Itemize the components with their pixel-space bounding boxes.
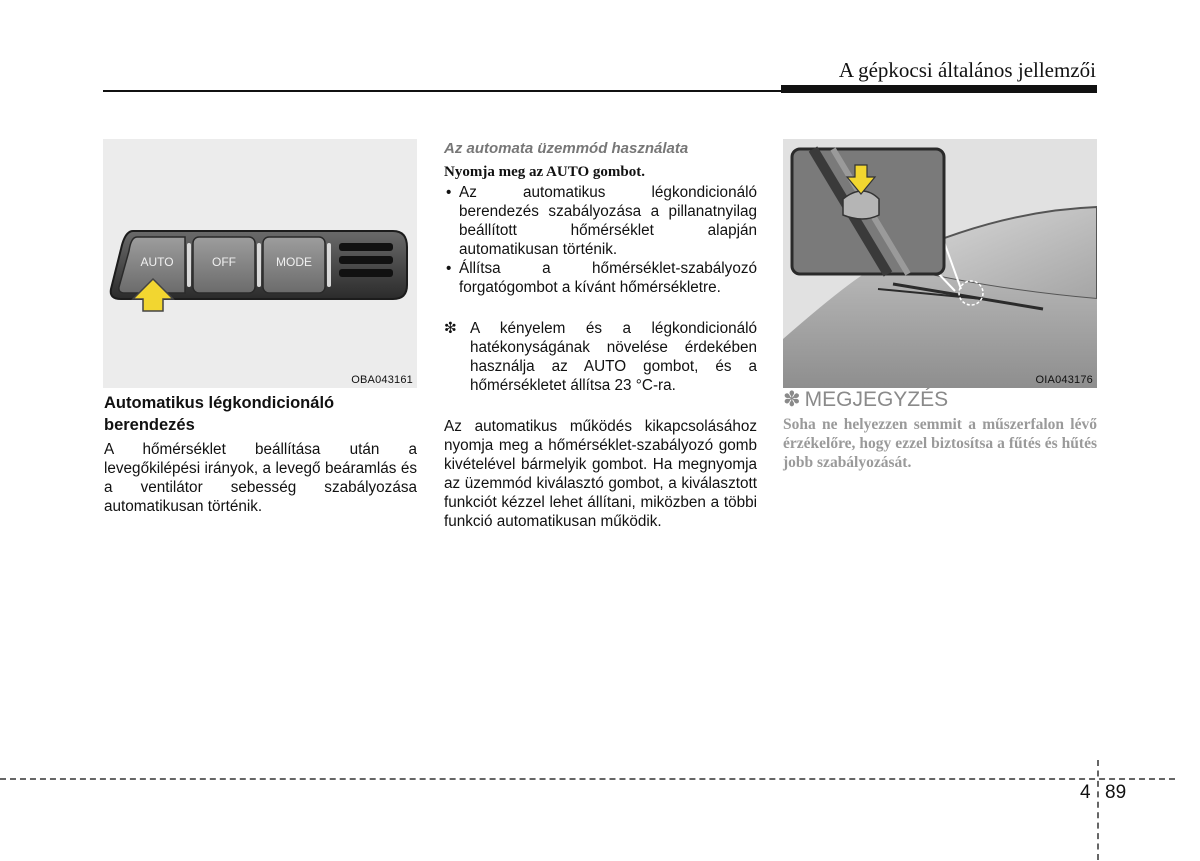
page-header-title: A gépkocsi általános jellemzői — [838, 58, 1096, 82]
off-button-label: OFF — [212, 255, 236, 269]
header-rule-thin — [103, 90, 783, 92]
star-icon: ✽ — [783, 388, 801, 411]
footer-divider — [1097, 760, 1099, 860]
tip-note-text: A kényelem és a légkondicionáló hatékonyságának növelése érdekében használja az AUTO gombot, és a hőmérsékletet állítsa 23 °C-ra. — [470, 320, 757, 394]
note-title: MEGJEGYZÉS — [804, 388, 949, 411]
asterisk-icon: ❇ — [444, 320, 457, 337]
header-rule-thick — [781, 85, 1097, 93]
bullet-icon: • — [446, 260, 452, 277]
footer-dashed-rule — [0, 778, 1175, 780]
section-paragraph: Az automatikus működés kikapcsolásához nyomja meg a hőmérséklet-szabályozó gomb kivételével bármelyik gombot. Ha megnyomja az üzemmód kiválasztó gombot, a kiválasztott funkciót kézzel lehet állítani, miközben a többi funkció automatikusan működik. — [444, 418, 757, 530]
tip-note — [444, 319, 757, 395]
page-number: 89 — [1105, 782, 1127, 803]
column-middle — [444, 139, 757, 531]
note-body: Soha ne helyezzen semmit a műszerfalon lévő érzékelőre, hogy ezzel biztosítsa a fűtés és hűtés jobb szabályozását. — [783, 416, 1097, 471]
instruction-text: Nyomja meg az AUTO gombot. — [444, 164, 645, 180]
column-left — [104, 392, 417, 516]
car-sensor-illustration — [783, 139, 1097, 388]
section-heading: Automatikus légkondicionáló berendezés — [104, 394, 335, 434]
chapter-number: 4 — [1080, 782, 1091, 803]
figure-caption: OIA043176 — [1035, 374, 1093, 386]
climate-buttons-illustration — [103, 139, 417, 388]
bullet-icon: • — [446, 184, 452, 201]
list-item-text: Az automatikus légkondicionáló berendezés szabályozása a pillanatnyilag beállított hőmérséklet alapján automatikusan történik. — [459, 184, 757, 258]
column-right — [783, 388, 1097, 472]
subsection-heading: Az automata üzemmód használata — [444, 140, 689, 157]
car-sensor-figure — [783, 139, 1097, 388]
list-item — [444, 259, 757, 297]
auto-button-label: AUTO — [140, 255, 174, 269]
list-item-text: Állítsa a hőmérséklet-szabályozó forgatógombot a kívánt hőmérsékletre. — [459, 260, 757, 296]
mode-button-label: MODE — [276, 255, 312, 269]
figure-caption: OBA043161 — [351, 374, 413, 386]
list-item — [444, 183, 757, 259]
section-paragraph: A hőmérséklet beállítása után a levegőkilépési irányok, a levegő beáramlás és a ventilátor sebesség szabályozása automatikusan történik. — [104, 441, 417, 515]
note-heading — [783, 388, 1097, 412]
climate-buttons-figure — [103, 139, 417, 388]
